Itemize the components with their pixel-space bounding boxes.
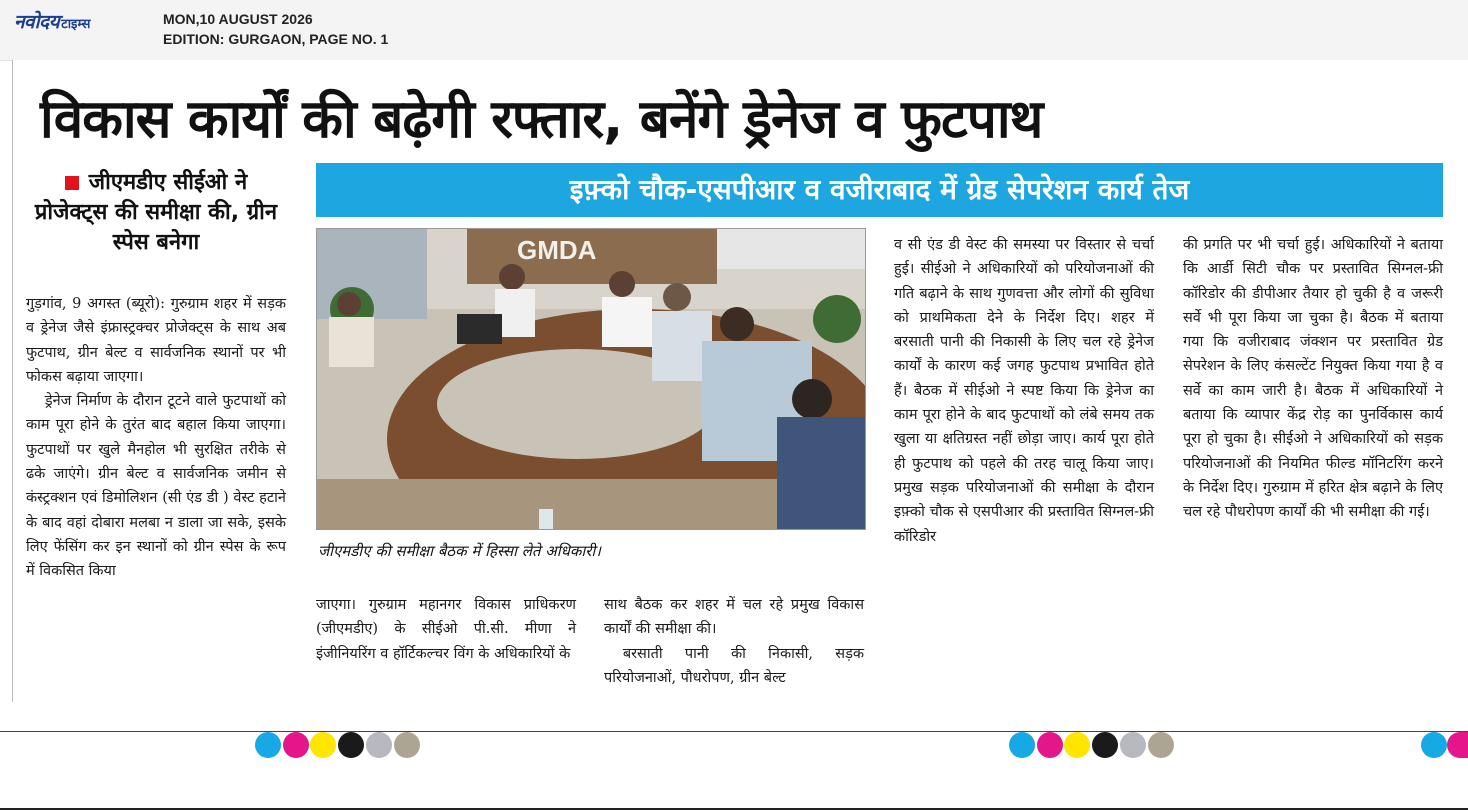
column-3-paragraph-2: बरसाती पानी की निकासी, सड़क परियोजनाओं, पौधरोपण, ग्रीन बेल्ट	[604, 645, 864, 686]
edition-info	[163, 9, 388, 49]
column-2-paragraph: जाएगा। गुरुग्राम महानगर विकास प्राधिकरण (जीएमडीए) के सीईओ पी.सी. मीणा ने इंजीनियरिंग व हॉर्टिकल्चर विंग के अधिकारियों के	[316, 597, 576, 662]
black-registration-dot	[338, 732, 364, 758]
magenta-registration-dot	[1447, 732, 1468, 758]
logo-sub-text: टाइम्स	[61, 17, 91, 32]
tan-registration-dot	[1148, 732, 1174, 758]
logo-main-text: नवोदय	[14, 11, 60, 33]
grey-registration-dot	[366, 732, 392, 758]
article-column-1	[26, 292, 286, 584]
photo-caption: जीएमडीए की समीक्षा बैठक में हिस्सा लेते अधिकारी।	[318, 542, 601, 560]
article-subheadline	[26, 168, 286, 258]
page-bottom-rule	[0, 731, 1468, 732]
column-4-paragraph: व सी एंड डी वेस्ट की समस्या पर विस्तार से चर्चा हुई। सीईओ ने अधिकारियों को परियोजनाओं की गति बढ़ाने के साथ गुणवत्ता और लोगों की सुविधा को प्राथमिकता देने के निर्देश दिए। शहर में बरसाती पानी की निकासी के लिए चल रहे ड्रेनेज कार्यों के कारण कई जगह फुटपाथ प्रभावित होते हैं। बैठक में सीईओ ने स्पष्ट किया कि ड्रेनेज का काम पूरा होने के बाद फुटपाथों को लंबे समय तक खुला या क्षतिग्रस्त नहीं छोड़ा जाए। कार्य पूरा होते ही फुटपाथ को पहले की तरह चालू किया जाए। प्रमुख सड़क परियोजनाओं की समीक्षा के दौरान इफ़्को चौक से एसपीआर की प्रस्तावित सिग्नल-फ्री कॉरिडोर	[894, 237, 1154, 545]
article-column-2	[316, 593, 576, 666]
magenta-registration-dot	[1037, 732, 1063, 758]
masthead-bar	[0, 0, 1468, 61]
column-1-paragraph-2: ड्रेनेज निर्माण के दौरान टूटने वाले फुटपाथों को काम पूरा होने के तुरंत बाद बहाल किया जाएगा। फुटपाथों पर खुले मैनहोल भी सुरक्षित तरीके से ढके जाएंगे। ग्रीन बेल्ट व सार्वजनिक जमीन से कंस्ट्रक्शन एवं डिमोलिशन (सी एंड डी ) वेस्ट हटाने के बाद वहां दोबारा मलबा न डाला जा सके, इसके लिए फेंसिंग कर इन स्थानों को ग्रीन स्पेस के रूप में विकसित किया	[26, 393, 286, 580]
column-1-paragraph-1: गुड़गांव, 9 अगस्त (ब्यूरो): गुरुग्राम शहर में सड़क व ड्रेनेज जैसे इंफ्रास्ट्रक्चर प्रोजेक्ट्स के साथ अब फुटपाथ, ग्रीन बेल्ट व सार्वजनिक स्थानों पर भी फोकस बढ़ाया जाएगा।	[26, 296, 286, 385]
black-registration-dot	[1092, 732, 1118, 758]
article-column-4	[894, 233, 1154, 549]
cyan-registration-dot	[1009, 732, 1035, 758]
column-3-paragraph-1: साथ बैठक कर शहर में चल रहे प्रमुख विकास कार्यों की समीक्षा की।	[604, 597, 864, 638]
article-headline: विकास कार्यों की बढ़ेगी रफ्तार, बनेंगे ड्रेनेज व फुटपाथ	[40, 89, 1043, 150]
magenta-registration-dot	[283, 732, 309, 758]
cyan-registration-dot	[1421, 732, 1447, 758]
tan-registration-dot	[394, 732, 420, 758]
edition-page: EDITION: GURGAON, PAGE NO. 1	[163, 31, 389, 47]
article-column-3	[604, 593, 864, 690]
meeting-photo-illustration	[317, 229, 865, 529]
subheadline-text: जीएमडीए सीईओ ने प्रोजेक्ट्स की समीक्षा की, ग्रीन स्पेस बनेगा	[34, 170, 278, 255]
photo-sign-text: GMDA	[517, 235, 597, 265]
grey-registration-dot	[1120, 732, 1146, 758]
subhead-banner-text: इफ़्को चौक-एसपीआर व वजीराबाद में ग्रेड सेपरेशन कार्य तेज	[569, 173, 1190, 206]
bullet-square-icon	[65, 176, 79, 190]
newspaper-logo[interactable]	[14, 8, 90, 34]
meeting-photo	[316, 228, 866, 530]
cyan-registration-dot	[255, 732, 281, 758]
yellow-registration-dot	[1064, 732, 1090, 758]
issue-date: MON,10 AUGUST 2026	[163, 11, 313, 27]
subhead-banner	[316, 163, 1443, 217]
article-column-5	[1183, 233, 1443, 525]
column-5-paragraph: की प्रगति पर भी चर्चा हुई। अधिकारियों ने बताया कि आर्डी सिटी चौक पर प्रस्तावित सिग्नल-फ्री कॉरिडोर की डीपीआर तैयार हो चुकी है व जरूरी सर्वे भी पूरा किया जा चुका है। बैठक में बताया गया कि वजीराबाद जंक्शन पर प्रस्तावित ग्रेड सेपरेशन के लिए कंसल्टेंट नियुक्त किया गया है व सर्वे का काम जारी है। बैठक में अधिकारियों ने बताया कि व्यापार केंद्र रोड़ का पुनर्विकास कार्य पूरा हो चुका है। सीईओ ने अधिकारियों को सड़क परियोजनाओं की नियमित फील्ड मॉनिटरिंग करने के निर्देश दिए। गुरुग्राम में हरित क्षेत्र बढ़ाने के लिए चल रहे पौधरोपण कार्यों की भी समीक्षा की गई।	[1183, 237, 1443, 521]
yellow-registration-dot	[310, 732, 336, 758]
